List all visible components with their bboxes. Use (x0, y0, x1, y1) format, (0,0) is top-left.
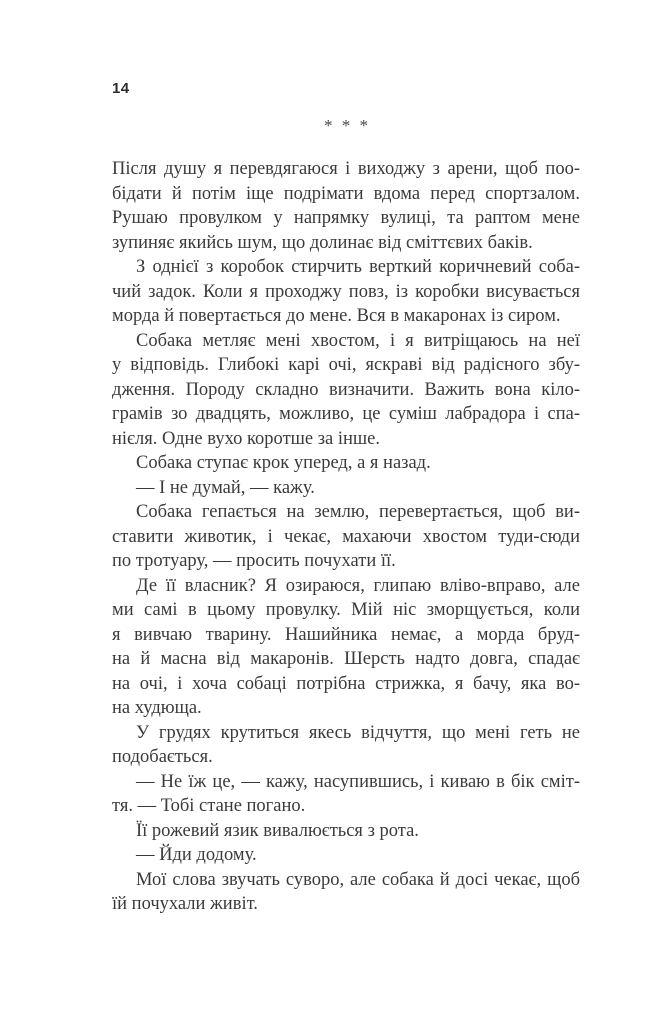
text-line: дження. Породу складно визначити. Важить вона кіло- (112, 379, 580, 400)
text-line: по тротуару, — просить почухати її. (112, 551, 396, 571)
text-line: я вивчаю тварину. Нашийника немає, а морда бруд- (112, 624, 580, 645)
text-line: на й масна від макаронів. Шерсть надто довга, спадає (112, 649, 580, 669)
text-line: — І не думай, — кажу. (136, 477, 315, 498)
text-line: їй почухали живіт. (112, 894, 258, 914)
text-line: Собака метляє мені хвостом, і я витріщаюсь на неї (136, 330, 580, 351)
paragraph (112, 721, 580, 770)
text-line: Мої слова звучать суворо, але собака й досі чекає, щоб (136, 869, 580, 890)
text-line: Рушаю провулком у напрямку вулиці, та раптом мене (112, 208, 580, 228)
paragraph (112, 451, 580, 476)
section-separator: * * * (324, 116, 368, 135)
text-line: ставити животик, і чекає, махаючи хвостом туди-сюди (112, 526, 580, 547)
text-line: Після душу я перевдягаюся і виходжу з арени, щоб поо- (112, 159, 580, 179)
text-line: зупиняє якийсь шум, що долинає від сміттєвих баків. (112, 232, 533, 253)
text-line: бідати й потім іще подрімати вдома перед спортзалом. (112, 183, 580, 204)
text-line: грамів зо двадцять, можливо, це суміш лабрадора і спа- (112, 404, 580, 424)
text-line: ми самі в цьому провулку. Мій ніс зморщується, коли (112, 600, 580, 620)
text-line: морда й повертається до мене. Вся в макаронах із сиром. (112, 306, 561, 326)
text-line: — Не їж це, — кажу, насупившись, і киваю в бік сміт- (136, 771, 580, 792)
text-line: на худюща. (112, 698, 202, 718)
text-line: подобається. (112, 747, 213, 767)
text-line: тя. — Тобі стане погано. (112, 796, 306, 816)
text-line: у відповідь. Глибокі карі очі, яскраві від радісного збу- (112, 355, 580, 375)
text-line: на очі, і хоча собаці потрібна стрижка, я бачу, яка во- (112, 673, 580, 694)
text-line: Собака гепається на землю, перевертається, щоб ви- (136, 502, 580, 522)
paragraph-dialogue (112, 843, 580, 868)
paragraph (112, 255, 580, 329)
paragraph (112, 574, 580, 721)
body-text (112, 157, 580, 917)
text-line: чий задок. Коли я проходжу повз, із коробки висувається (112, 281, 580, 302)
text-line: З однієї з коробок стирчить верткий коричневий соба- (136, 257, 580, 277)
paragraph (112, 868, 580, 917)
text-line: — Йди додому. (136, 845, 257, 865)
text-line: У грудях крутиться якесь відчуття, що мені геть не (136, 722, 580, 743)
paragraph (112, 819, 580, 844)
paragraph-dialogue (112, 770, 580, 819)
text-line: Собака ступає крок уперед, а я назад. (136, 453, 431, 473)
paragraph (112, 329, 580, 452)
page-number: 14 (112, 80, 130, 97)
text-line: нієля. Одне вухо коротше за інше. (112, 428, 380, 449)
paragraph-dialogue (112, 476, 580, 501)
paragraph (112, 500, 580, 574)
paragraph (112, 157, 580, 255)
text-line: Її рожевий язик вивалюється з рота. (136, 820, 419, 841)
text-line: Де її власник? Я озираюся, глипаю вліво-вправо, але (136, 575, 580, 596)
